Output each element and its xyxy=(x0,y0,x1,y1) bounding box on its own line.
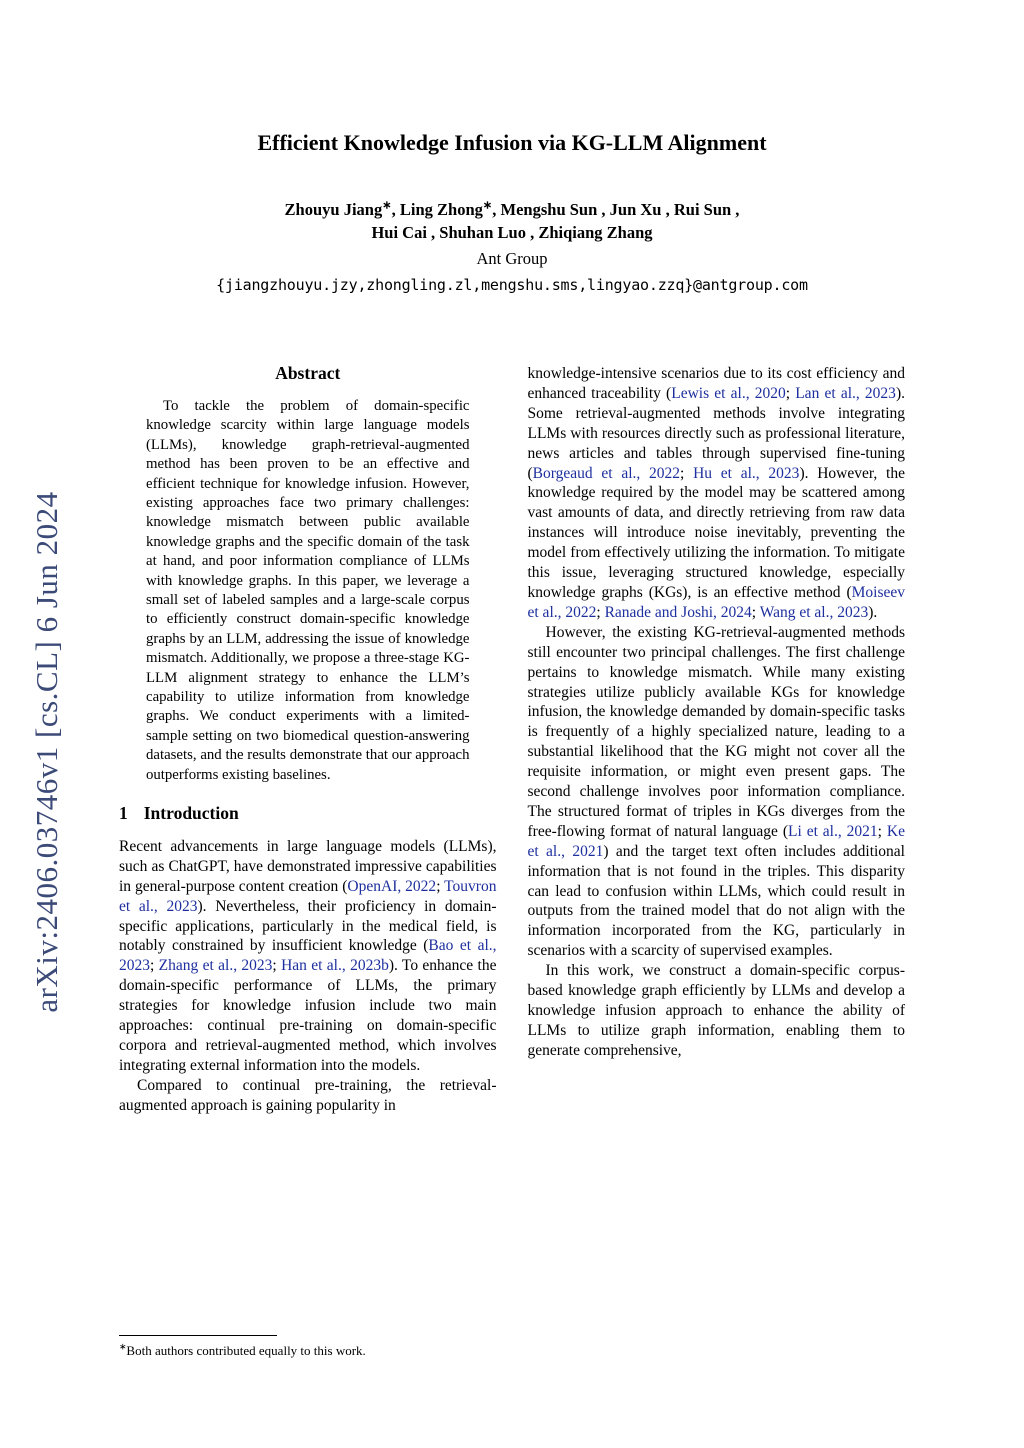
text-segment: ; xyxy=(596,603,605,621)
author-line-1 xyxy=(0,198,1024,221)
text-segment: ; xyxy=(751,603,760,621)
citation-link[interactable]: Moiseev et al., 2022 xyxy=(527,583,905,621)
citation-link[interactable]: Zhang et al., 2023 xyxy=(158,957,273,975)
text-segment: ; xyxy=(877,822,887,840)
text-segment: However, the existing KG-retrieval-augmented methods still encounter two principal challenges. The first challenge pertains to knowledge mismatch. While many existing strategies utilize publicly available KGs for knowledge infusion, the knowledge demanded by domain-specific tasks is frequently of a highly specialized nature, leading to a substantial likelihood that the KG might not cover all the requisite information, or might even present gaps. The second challenge involves poor information compliance. The structured format of triples in KGs diverges from the free-flowing format of natural language ( xyxy=(527,623,905,840)
section-1-heading xyxy=(119,804,497,824)
text-segment: ). To enhance the domain-specific performance of LLMs, the primary strategies for knowledge infusion include two main approaches: continual pre-training on domain-specific corpora and retrieval-augmented method, which involves integrating external information into the models. xyxy=(119,957,497,1074)
text-segment: Both authors contributed equally to this work. xyxy=(126,1342,366,1358)
text-segment: , Ling Zhong xyxy=(391,200,483,219)
text-segment: Zhouyu Jiang xyxy=(284,200,383,219)
left-column xyxy=(119,364,497,1359)
right-paragraph-3 xyxy=(528,961,906,1061)
text-segment: ) and the target text often includes additional information that is not found in the triples. This disparity can lead to confusion within LLMs, which could result in outputs from the trained model that do not align with the information incorporated from the KG, particularly in scenarios with a scarcity of supervised examples. xyxy=(527,842,905,960)
citation-link[interactable]: Lan et al., 2023 xyxy=(795,384,896,402)
abstract-text: To tackle the problem of domain-specific knowledge scarcity within large language models (LLMs), knowledge graph-retrieval-augmented method has been proven to be an effective and efficient technique for knowledge infusion. However, existing approaches face two primary challenges: knowledge mismatch between public available knowledge graphs and the specific domain of the task at hand, and poor information compliance of LLMs with knowledge graphs. In this paper, we leverage a small set of labeled samples and a large-scale corpus to efficiently construct domain-specific knowledge graphs by an LLM, addressing the issue of knowledge mismatch. Additionally, we propose a three-stage KG-LLM alignment strategy to enhance the LLM’s capability to utilize information from knowledge graphs. We conduct experiments with a limited-sample setting on two biomedical question-answering datasets, and the results demonstrate that our approach outperforms existing baselines. xyxy=(146,397,470,783)
intro-paragraph-1 xyxy=(119,837,497,1076)
citation-link[interactable]: Hu et al., 2023 xyxy=(693,464,800,482)
text-segment: ; xyxy=(785,384,796,402)
section-title: Introduction xyxy=(143,803,239,824)
text-segment: ). xyxy=(868,603,878,621)
citation-link[interactable]: Ranade and Joshi, 2024 xyxy=(604,603,752,621)
paper-title: Efficient Knowledge Infusion via KG-LLM Alignment xyxy=(257,130,767,155)
text-segment: ). Nevertheless, their proficiency in domain-specific applications, particularly in the medical field, is notably constrained by insufficient knowledge ( xyxy=(119,897,497,955)
text-segment: ; xyxy=(680,464,694,482)
abstract-heading: Abstract xyxy=(275,363,341,383)
text-segment: ; xyxy=(272,957,282,975)
abstract-block xyxy=(119,364,497,785)
citation-link[interactable]: Li et al., 2021 xyxy=(787,822,878,840)
citation-link[interactable]: Ke et al., 2021 xyxy=(527,822,905,860)
right-column xyxy=(528,364,906,1359)
affiliation: Ant Group xyxy=(476,249,548,268)
author-emails[interactable]: {jiangzhouyu.jzy,zhongling.zl,mengshu.sms,lingyao.zzq}@antgroup.com xyxy=(216,276,808,294)
text-segment: ∗ xyxy=(482,199,493,212)
text-segment: ∗ xyxy=(382,199,392,212)
section-number: 1 xyxy=(119,803,128,824)
text-segment: ; xyxy=(436,877,445,895)
text-segment: ). Some retrieval-augmented methods involve integrating LLMs with resources directly such as professional literature, news articles and tables through supervised fine-tuning ( xyxy=(527,384,905,482)
citation-link[interactable]: Touvron et al., 2023 xyxy=(119,877,497,915)
citation-link[interactable]: Bao et al., 2023 xyxy=(119,937,497,975)
text-segment: , Mengshu Sun , Jun Xu , Rui Sun , xyxy=(492,200,740,219)
text-segment: Recent advancements in large language models (LLMs), such as ChatGPT, have demonstrated impressive capabilities in general-purpose content creation ( xyxy=(119,837,497,895)
text-segment: ∗ xyxy=(119,1341,127,1352)
footnote-block xyxy=(119,1335,497,1360)
arxiv-watermark: arXiv:2406.03746v1 [cs.CL] 6 Jun 2024 xyxy=(29,491,64,1013)
text-segment: knowledge-intensive scenarios due to its cost efficiency and enhanced traceability ( xyxy=(527,365,905,402)
citation-link[interactable]: Lewis et al., 2020 xyxy=(671,384,786,402)
citation-link[interactable]: Wang et al., 2023 xyxy=(759,603,869,621)
intro-paragraph-2: Compared to continual pre-training, the retrieval-augmented approach is gaining popularity in xyxy=(119,1076,497,1114)
right-paragraph-2 xyxy=(528,623,906,961)
citation-link[interactable]: Han et al., 2023b xyxy=(281,957,389,975)
footnote-rule xyxy=(119,1335,277,1336)
text-segment: ). However, the knowledge required by the model may be scattered among vast amounts of data, and directly retrieving from raw data instances will introduce noise inevitably, preventing the model from effectively utilizing the information. To mitigate this issue, leveraging structured knowledge, especially knowledge graphs (KGs), is an effective method ( xyxy=(527,464,905,601)
author-line-2: Hui Cai , Shuhan Luo , Zhiqiang Zhang xyxy=(371,223,653,242)
text-segment: ; xyxy=(150,957,159,975)
citation-link[interactable]: Borgeaud et al., 2022 xyxy=(532,464,681,482)
citation-link[interactable]: OpenAI, 2022 xyxy=(347,877,437,895)
two-column-body xyxy=(0,364,1024,1359)
paper-header xyxy=(0,0,1024,294)
footnote-text xyxy=(119,1343,497,1360)
right-paragraph-1 xyxy=(528,364,906,623)
text-segment: In this work, we construct a domain-specific corpus-based knowledge graph efficiently by LLMs and develop a knowledge infusion approach to enhance the ability of LLMs to utilize graph information, enabling them to generate comprehensive, xyxy=(527,962,905,1059)
